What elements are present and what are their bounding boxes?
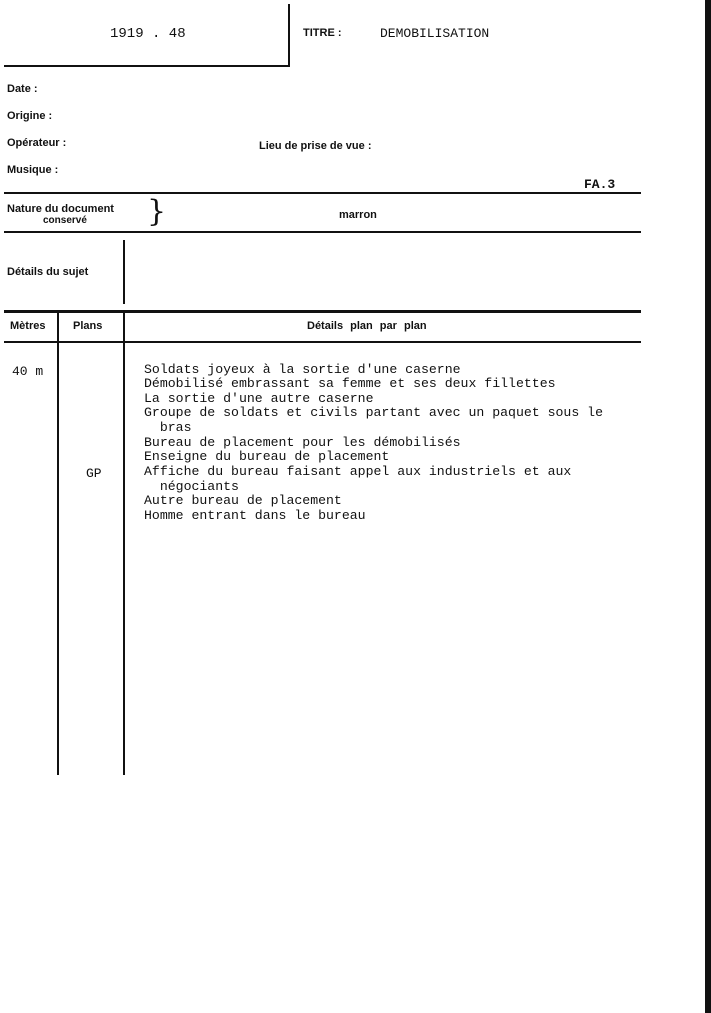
metres-value: 40 m [12, 364, 44, 379]
nature-brace: } [147, 194, 167, 229]
detail-line: Groupe de soldats et civils partant avec un paquet sous le [144, 405, 603, 420]
detail-line: Affiche du bureau faisant appel aux industriels et aux [144, 464, 572, 479]
date-label: Date : [7, 83, 38, 95]
detail-line: Autre bureau de placement [144, 493, 342, 508]
table-top-rule [4, 310, 641, 313]
plan-value: GP [86, 466, 102, 481]
col-divider-2 [123, 312, 125, 775]
title-label: TITRE : [303, 27, 342, 39]
lieu-label: Lieu de prise de vue : [259, 140, 372, 152]
detail-line: bras [144, 420, 192, 435]
nature-label-line2: conservé [43, 215, 87, 226]
detail-line: Homme entrant dans le bureau [144, 508, 366, 523]
sujet-label: Détails du sujet [7, 266, 89, 278]
detail-line: Enseigne du bureau de placement [144, 449, 390, 464]
sujet-bracket [123, 240, 125, 304]
page-edge-shadow [705, 0, 711, 1013]
col-metres-header: Mètres [10, 320, 46, 332]
title-value: DEMOBILISATION [380, 26, 490, 41]
nature-label-line1: Nature du document [7, 203, 114, 215]
fields-separator [4, 192, 641, 194]
detail-line: négociants [144, 479, 239, 494]
operateur-label: Opérateur : [7, 137, 67, 149]
detail-line: La sortie d'une autre caserne [144, 391, 374, 406]
col-plans-header: Plans [73, 320, 103, 332]
detail-line: Démobilisé embrassant sa femme et ses deux fillettes [144, 376, 556, 391]
reference-number: 1919 . 48 [110, 26, 186, 42]
nature-value: marron [339, 209, 377, 221]
musique-label: Musique : [7, 164, 59, 176]
col-details-header: Détails plan par plan [307, 320, 427, 332]
origine-label: Origine : [7, 110, 53, 122]
detail-line: Bureau de placement pour les démobilisés [144, 435, 461, 450]
col-divider-1 [57, 312, 59, 775]
table-header-rule [4, 341, 641, 343]
nature-separator [4, 231, 641, 233]
document-code: FA.3 [584, 177, 616, 192]
header-divider [288, 4, 290, 66]
detail-line: Soldats joyeux à la sortie d'une caserne [144, 362, 461, 377]
header-underline [4, 65, 290, 67]
